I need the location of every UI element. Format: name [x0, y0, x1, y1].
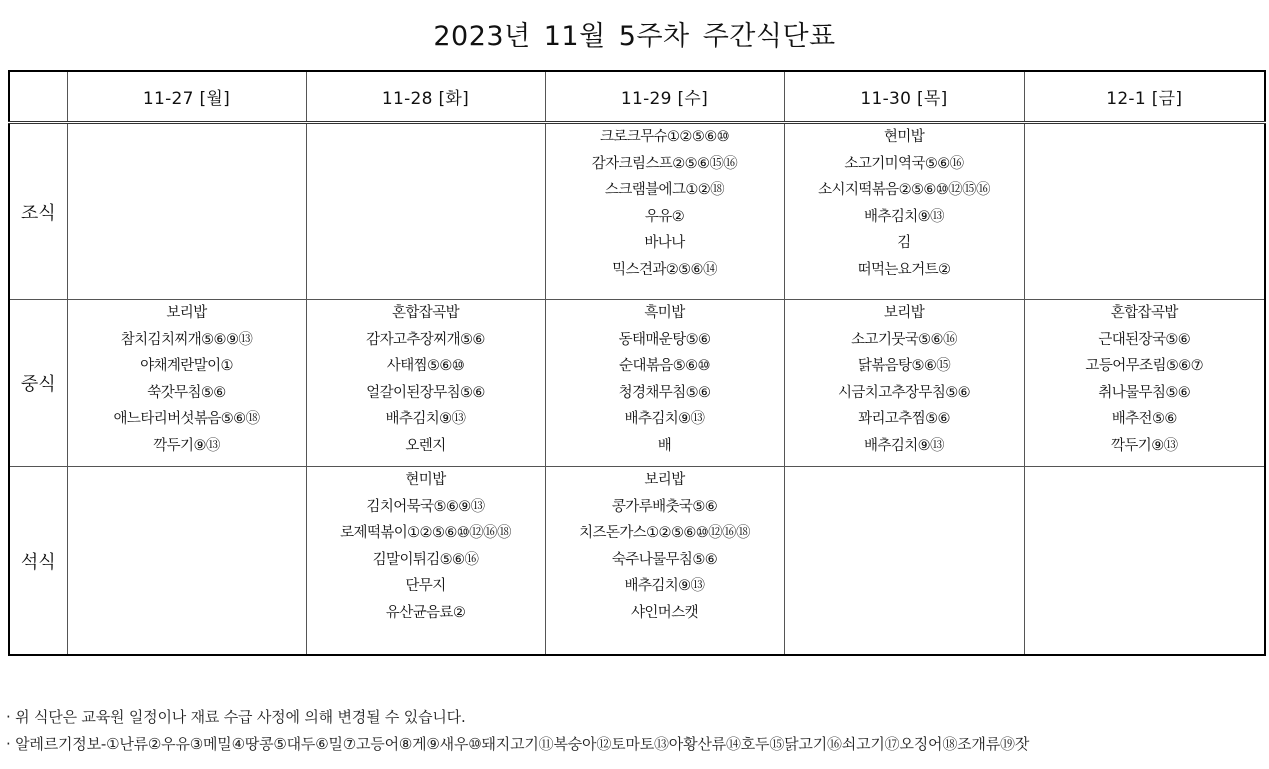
menu-item: 감자크림스프②⑤⑥⑮⑯: [591, 155, 738, 172]
menu-item: 얼갈이된장무침⑤⑥: [366, 384, 485, 401]
menu-item: 배: [657, 437, 672, 454]
menu-item: 현미밥: [405, 472, 446, 488]
menu-item: 샤인머스캣: [630, 604, 699, 621]
menu-item: 김: [897, 235, 911, 251]
menu-item: 근대된장국⑤⑥: [1098, 331, 1191, 348]
menu-item: 우유②: [644, 208, 685, 225]
menu-cell: [784, 123, 1024, 300]
menu-cell: [784, 467, 1024, 656]
menu-item: 로제떡볶이①②⑤⑥⑩⑫⑯⑱: [340, 525, 511, 541]
menu-item: 바나나: [644, 235, 685, 251]
menu-item: 배추김치⑨⑬: [385, 411, 466, 427]
menu-item: 보리밥: [644, 472, 685, 488]
meal-label: 중식: [9, 300, 67, 467]
menu-item: 흑미밥: [644, 305, 685, 321]
menu-cell: [306, 123, 545, 300]
menu-cell: [67, 300, 306, 467]
page-title: 2023년 11월 5주차 주간식단표: [433, 21, 836, 52]
menu-item: 배추김치⑨⑬: [864, 208, 944, 225]
day-header: 12-1 [금]: [1024, 71, 1265, 123]
menu-cell: [545, 123, 784, 300]
menu-item: 감자고추장찌개⑤⑥: [366, 331, 485, 348]
menu-item: 배추김치⑨⑬: [624, 411, 705, 427]
menu-cell: [67, 467, 306, 656]
day-header: 11-28 [화]: [306, 71, 545, 123]
menu-cell: [545, 467, 784, 656]
menu-item: 김치어묵국⑤⑥⑨⑬: [366, 498, 485, 515]
menu-item: 사태찜⑤⑥⑩: [386, 358, 465, 374]
menu-item: 소고기미역국⑤⑥⑯: [844, 155, 964, 172]
menu-item: 보리밥: [166, 305, 207, 321]
menu-cell: [67, 123, 306, 300]
meal-row: [9, 467, 1265, 656]
menu-item: 닭볶음탕⑤⑥⑮: [857, 358, 951, 374]
header-row: [9, 71, 1265, 123]
menu-cell: [1024, 300, 1265, 467]
menu-item: 보리밥: [883, 305, 925, 321]
menu-item: 애느타리버섯볶음⑤⑥⑱: [113, 411, 260, 427]
menu-item: 크로크무슈①②⑤⑥⑩: [599, 129, 730, 145]
weekly-menu-table: [8, 70, 1266, 656]
menu-item: 배추전⑤⑥: [1111, 411, 1177, 427]
menu-item: 믹스견과②⑤⑥⑭: [612, 261, 717, 278]
menu-item: 고등어무조림⑤⑥⑦: [1085, 358, 1204, 374]
day-header: 11-29 [수]: [545, 71, 784, 123]
menu-item: 청경채무침⑤⑥: [618, 384, 711, 401]
menu-item: 동태매운탕⑤⑥: [618, 331, 711, 348]
menu-item: 참치김치찌개⑤⑥⑨⑬: [120, 331, 253, 348]
menu-item: 취나물무침⑤⑥: [1098, 384, 1191, 401]
menu-item: 시금치고추장무침⑤⑥: [837, 384, 971, 401]
menu-item: 소고기뭇국⑤⑥⑯: [851, 331, 957, 348]
menu-item: 소시지떡볶음②⑤⑥⑩⑫⑮⑯: [818, 182, 990, 198]
menu-item: 순대볶음⑤⑥⑩: [619, 358, 710, 374]
menu-item: 쑥갓무침⑤⑥: [147, 384, 226, 401]
menu-item: 혼합잡곡밥: [391, 305, 460, 321]
meal-row: [9, 123, 1265, 300]
menu-cell: [1024, 467, 1265, 656]
change-notice: · 위 식단은 교육원 일정이나 재료 수급 사정에 의해 변경될 수 있습니다.: [6, 708, 466, 726]
menu-item: 스크램블에그①②⑱: [604, 182, 725, 198]
menu-item: 김말이튀김⑤⑥⑯: [372, 551, 479, 568]
menu-cell: [545, 300, 784, 467]
menu-item: 야채계란말이①: [140, 358, 233, 374]
notes: [6, 704, 1029, 758]
allergy-info: · 알레르기정보-①난류②우유③메밀④땅콩⑤대두⑥밀⑦고등어⑧게⑨새우⑩돼지고기⑪복숭아⑫토마토⑬아황산류⑭호두⑮닭고기⑯쇠고기⑰오징어⑱조개류⑲잣: [6, 735, 1030, 753]
menu-item: 깍두기⑨⑬: [153, 437, 220, 454]
menu-item: 콩가루배춧국⑤⑥: [611, 498, 718, 515]
menu-cell: [1024, 123, 1265, 300]
menu-cell: [784, 300, 1024, 467]
menu-item: 단무지: [405, 578, 446, 594]
menu-cell: [306, 467, 545, 656]
menu-cell: [306, 300, 545, 467]
meal-label: 조식: [9, 123, 67, 300]
day-header: 11-30 [목]: [784, 71, 1024, 123]
menu-item: 꽈리고추찜⑤⑥: [858, 411, 950, 427]
menu-item: 떠먹는요거트②: [857, 261, 951, 278]
meal-row: [9, 300, 1265, 467]
day-header: 11-27 [월]: [67, 71, 306, 123]
menu-item: 깍두기⑨⑬: [1110, 437, 1178, 454]
menu-item: 혼합잡곡밥: [1110, 305, 1178, 321]
corner-cell: [9, 71, 67, 123]
menu-item: 유산균음료②: [385, 604, 466, 621]
menu-item: 숙주나물무침⑤⑥: [611, 551, 718, 568]
meal-label: 석식: [9, 467, 67, 656]
menu-item: 배추김치⑨⑬: [864, 437, 944, 454]
menu-item: 배추김치⑨⑬: [624, 578, 705, 594]
menu-item: 현미밥: [883, 129, 925, 145]
menu-item: 치즈돈가스①②⑤⑥⑩⑫⑯⑱: [579, 525, 750, 541]
menu-item: 오렌지: [405, 437, 446, 454]
